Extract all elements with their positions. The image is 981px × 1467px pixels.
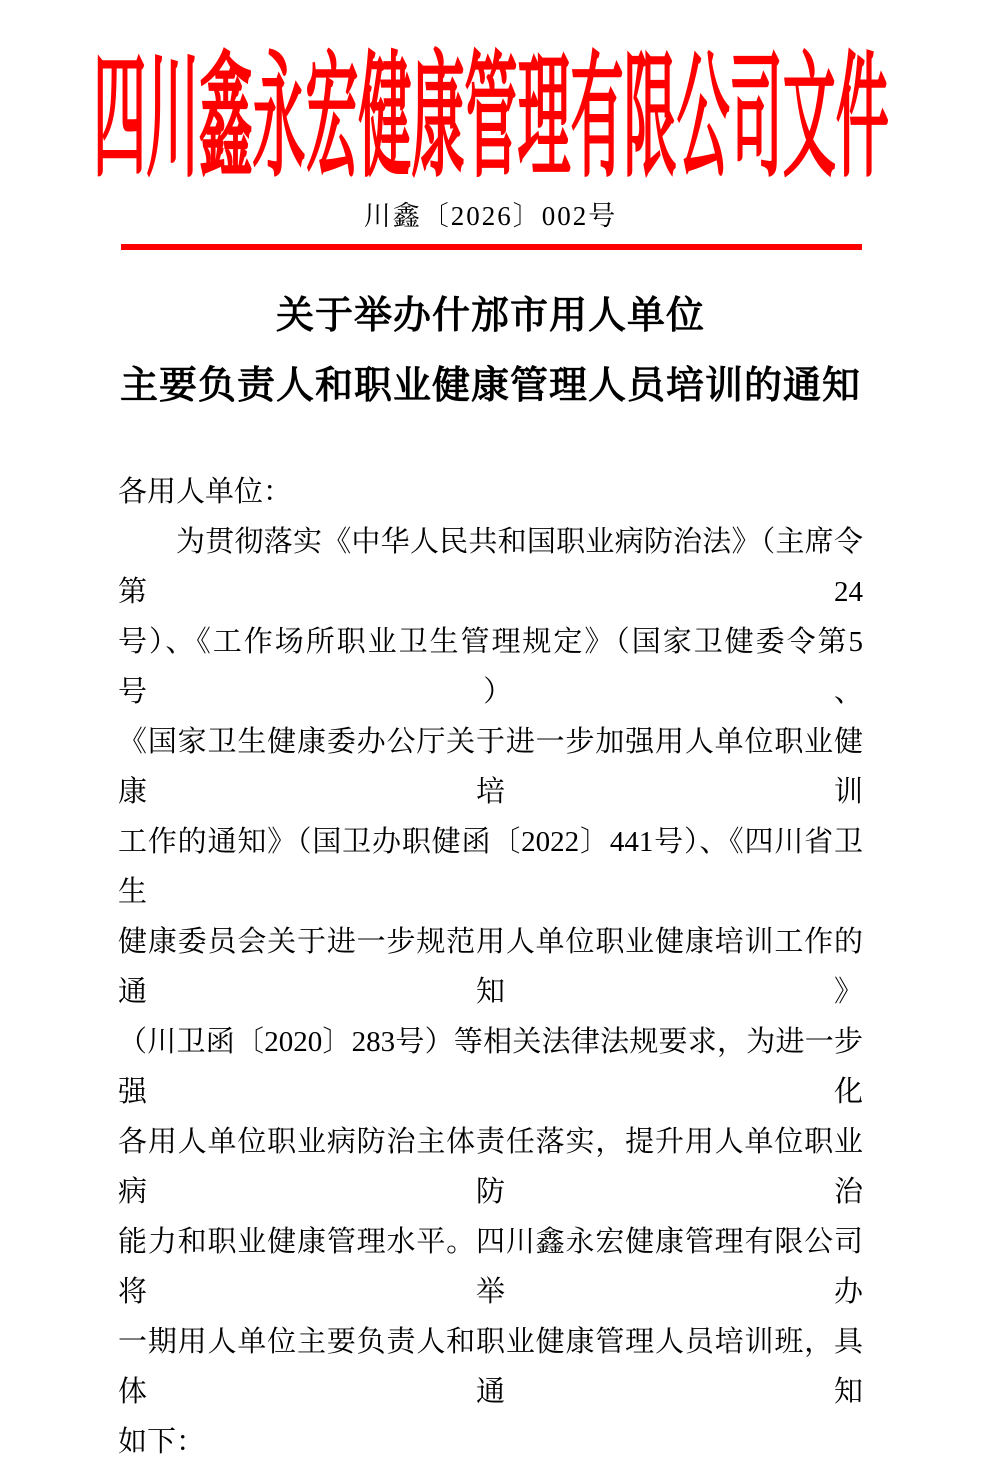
paragraph-line: 为贯彻落实《中华人民共和国职业病防治法》（主席令第24 — [118, 526, 863, 608]
red-divider-rule — [121, 244, 862, 250]
doc-number: 川鑫〔2026〕002号 — [363, 201, 618, 231]
paragraph-line: 能力和职业健康管理水平。四川鑫永宏健康管理有限公司将举办 — [118, 1226, 863, 1308]
paragraph-line: 《国家卫生健康委办公厅关于进一步加强用人单位职业健康培训 — [118, 726, 863, 808]
paragraph-line: 各用人单位职业病防治主体责任落实，提升用人单位职业病防治 — [118, 1126, 863, 1208]
document-red-header — [0, 44, 981, 194]
paragraph-line: 工作的通知》（国卫办职健函〔2022〕441号）、《四川省卫生 — [118, 826, 863, 908]
paragraph-line: 健康委员会关于进一步规范用人单位职业健康培训工作的通知》 — [118, 926, 863, 1008]
paragraph-line: 如下： — [118, 1426, 206, 1458]
paragraph-line: 号）、《工作场所职业卫生管理规定》（国家卫健委令第5号）、 — [118, 626, 863, 708]
paragraph-line: 一期用人单位主要负责人和职业健康管理人员培训班，具体通知 — [118, 1326, 863, 1408]
org-title: 四川鑫永宏健康管理有限公司文件 — [92, 44, 889, 194]
document-body — [118, 467, 863, 1467]
title-line-2: 主要负责人和职业健康管理人员培训的通知 — [119, 365, 861, 407]
salutation: 各用人单位： — [118, 476, 293, 508]
document-title — [118, 281, 863, 421]
title-line-1: 关于举办什邡市用人单位 — [275, 295, 705, 337]
paragraph-line: （川卫函〔2020〕283号）等相关法律法规要求，为进一步强化 — [118, 1026, 863, 1108]
